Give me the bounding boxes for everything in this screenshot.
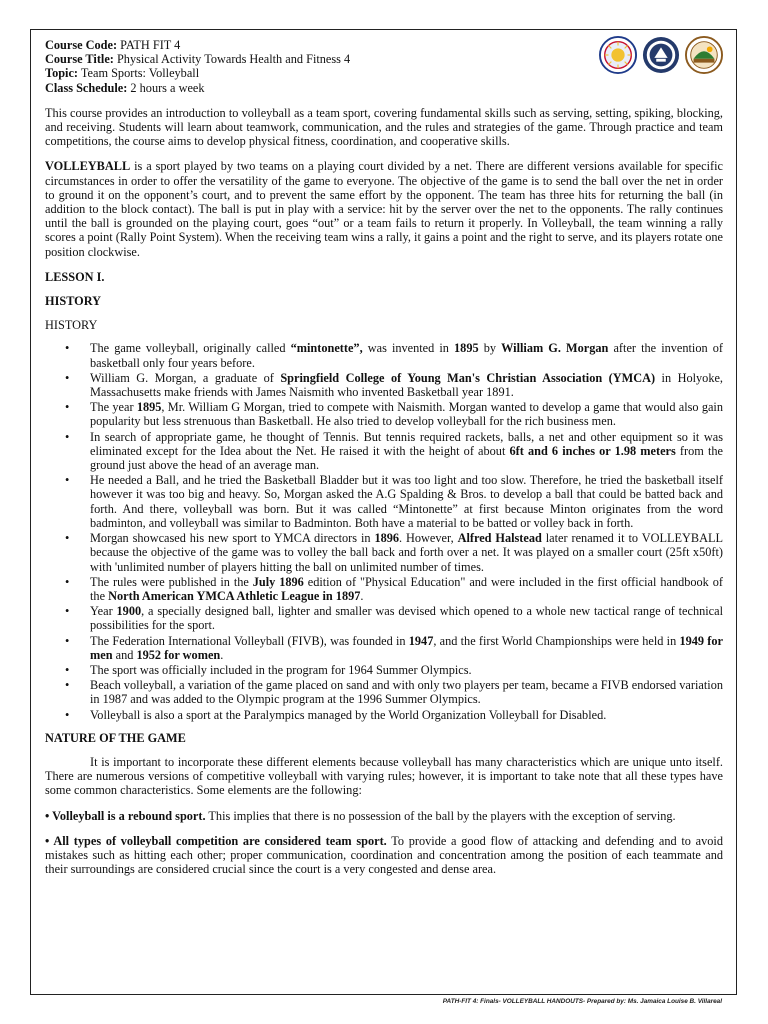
history-bullet-item — [65, 604, 723, 633]
bullet-icon: • — [65, 341, 70, 356]
bullet-icon: • — [65, 531, 70, 546]
text-run: Year — [90, 604, 117, 619]
bold-text: July 1896 — [252, 574, 304, 589]
history-bullet-item — [65, 678, 723, 707]
course-code-value: PATH FIT 4 — [120, 38, 181, 52]
bullet-icon: • — [65, 633, 70, 648]
volleyball-term: VOLLEYBALL — [45, 159, 131, 174]
schedule-value: 2 hours a week — [130, 80, 205, 95]
document-body — [45, 38, 723, 876]
bold-text: 1900 — [116, 604, 142, 619]
text-run: , and the first World Championships were held in — [433, 633, 680, 648]
text-run: by — [478, 341, 502, 356]
text-run: in Holyoke, Massachusetts make friends with James Naismith who invented Basketball year 1891. — [90, 370, 724, 400]
bullet-icon: • — [65, 473, 70, 488]
bold-text: 1896 — [374, 531, 400, 546]
university-seal-icon — [599, 36, 637, 74]
text-run: William G. Morgan, a graduate of — [90, 370, 281, 385]
schedule-line — [45, 81, 723, 95]
text-run: from the ground just above the head of an average man. — [90, 443, 723, 473]
text-run: . However, — [399, 531, 458, 546]
text-run: Volleyball is also a sport at the Paralympics managed by the World Organization Volleyball for Disabled. — [90, 707, 607, 722]
text-run: Morgan showcased his new sport to YMCA directors in — [90, 531, 375, 546]
course-title-value: Physical Activity Towards Health and Fitness 4 — [116, 52, 351, 67]
bold-text: 1952 for women — [136, 647, 221, 662]
bold-text: 1895 — [136, 400, 162, 415]
bullet-icon: • — [65, 678, 70, 693]
nature-point-lead: • All types of volleyball competition are considered team sport. — [45, 833, 387, 848]
bullet-icon: • — [65, 707, 70, 722]
college-seal-icon — [642, 36, 680, 74]
volleyball-definition — [45, 159, 723, 258]
schedule-label: Class Schedule: — [45, 80, 128, 95]
text-run: The rules were published in the — [90, 574, 253, 589]
nature-point-text: To provide a good flow of attacking and defending and to avoid mistakes such as hitting each other; proper communication, coordination and concentration among the position of each teammate and their surroundings are considered crucial since the court is a very congested and dense area. — [45, 833, 723, 877]
history-bullet-item — [65, 662, 723, 677]
bold-text: 1895 — [454, 341, 479, 356]
bullet-icon: • — [65, 574, 70, 589]
text-run: The game volleyball, originally called — [90, 341, 291, 356]
bullet-icon: • — [65, 370, 70, 385]
history-bullet-item — [65, 531, 723, 574]
nature-point-lead: • Volleyball is a rebound sport. — [45, 808, 206, 823]
history-bullet-item — [65, 574, 723, 603]
history-subheading: HISTORY — [45, 318, 98, 333]
course-title-label: Course Title: — [45, 52, 114, 67]
bullet-icon: • — [65, 604, 70, 619]
text-run: The year — [90, 400, 137, 415]
history-bullet-item — [65, 633, 723, 662]
nature-intro: It is important to incorporate these different elements because volleyball has many characteristics which are unique unto itself. There are numerous versions of competitive volleyball with varying rules; however, it is important to take note that all these types have some common characteristics. Some elements are the following: — [45, 754, 723, 798]
bullet-icon: • — [65, 429, 70, 444]
department-seal-icon — [685, 36, 723, 74]
text-run: edition of "Physical Education" and were included in the first official handbook of the — [90, 574, 723, 603]
bold-text: “mintonette”, — [290, 341, 363, 356]
bold-text: 6ft and 6 inches or 1.98 meters — [509, 443, 676, 458]
nature-heading: NATURE OF THE GAME — [45, 730, 186, 745]
history-bullet-item — [65, 473, 723, 530]
bullet-icon: • — [65, 662, 70, 677]
history-bullet-item — [65, 429, 723, 473]
bullet-icon: • — [65, 400, 70, 415]
text-run: The sport was officially included in the program for 1964 Summer Olympics. — [90, 662, 472, 677]
bold-text: William G. Morgan — [501, 341, 609, 356]
history-bullet-list — [45, 341, 723, 721]
nature-point-text: This implies that there is no possession of the ball by the players with the exception of serving. — [205, 808, 676, 823]
text-run: In search of appropriate game, he thought of Tennis. But tennis required rackets, balls, a net and other equipment so it was eliminated except for the Idea about the Net. He raised it with the height of about — [90, 429, 723, 458]
header-logos — [599, 36, 723, 74]
text-run: was invented in — [362, 341, 455, 356]
text-run: . — [360, 588, 364, 603]
text-run: . — [220, 647, 224, 662]
text-run: later renamed it to VOLLEYBALL because the objective of the game was to volley the ball back and forth over a net. It was played on a smaller court (25ft x50ft) with 'unlimited number of players hitting the ball on unlimited number of times. — [90, 531, 723, 574]
bold-text: Alfred Halstead — [457, 531, 542, 546]
nature-point — [45, 809, 723, 823]
course-code-label: Course Code: — [45, 38, 118, 52]
history-bullet-item — [65, 370, 724, 400]
history-bullet-item — [65, 707, 723, 722]
text-run: The Federation International Volleyball (FIVB), was founded in — [90, 633, 409, 648]
page-footer: PATH-FIT 4: Finals- VOLLEYBALL HANDOUTS- Prepared by: Ms. Jamaica Louise B. Villareal — [442, 998, 722, 1005]
text-run: , a specially designed ball, lighter and smaller was devised which opened to a whole new tactical range of technical possibilities for the sport. — [90, 604, 723, 633]
text-run: and — [112, 647, 137, 662]
bold-text: North American YMCA Athletic League in 1897 — [108, 588, 361, 603]
bold-text: 1949 for men — [90, 633, 723, 662]
text-run: after the invention of basketball only four years before. — [90, 341, 723, 370]
text-run: Beach volleyball, a variation of the game placed on sand and with only two players per team, became a FIVB endorsed variation in 1987 and was added to the Olympic program at the 1996 Summer Olympics. — [90, 678, 723, 707]
course-description: This course provides an introduction to volleyball as a team sport, covering fundamental skills such as serving, setting, spiking, blocking, and receiving. Students will learn about teamwork, communication, and the rules and strategies of the game. Through practice and team competitions, the course aims to develop physical fitness, coordination, and cooperative skills. — [45, 105, 723, 149]
text-run: He needed a Ball, and he tried the Basketball Bladder but it was too light and too slow. Therefore, he tried the basketball itself however it was too big and heavy. So, Morgan asked the A.G Spalding & Bros. to develop a ball that could be batted back and forth. And there, volleyball was born. But it was called “Mintonette” at first because Minton originates from the word badminton, and volleyball was similar to Badminton. Both have a material to be batted or volley back in forth. — [90, 473, 723, 530]
nature-point — [45, 834, 723, 877]
text-run: , Mr. William G Morgan, tried to compete with Naismith. Morgan wanted to develop a game that would also gain popularity but less strenuous than Basketball. He also tried to develop volleyball for the rich business men. — [90, 400, 723, 429]
volleyball-definition-text: is a sport played by two teams on a playing court divided by a net. There are different versions available for specific circumstances in order to offer the versatility of the game to everyone. The objective of the game is to send the ball over the net in order to ground it on the opponent’s court, and to prevent the same effort by the opponent. The team has three hits for returning the ball (in addition to the block contact). The ball is put in play with a service: hit by the server over the net to the opponents. The rally continues until the ball is grounded on the playing court, goes “out” or a team fails to return it properly. In Volleyball, the team winning a rally scores a point (Rally Point System). When the receiving team wins a rally, it gains a point and the right to serve, and its players rotate one position clockwise. — [45, 159, 723, 259]
topic-value: Team Sports: Volleyball — [80, 66, 200, 81]
bold-text: 1947 — [408, 633, 434, 648]
history-bullet-item — [65, 341, 723, 370]
topic-label: Topic: — [45, 66, 79, 81]
lesson-label: LESSON I. — [45, 269, 105, 284]
bold-text: Springfield College of Young Man's Christian Association (YMCA) — [280, 370, 656, 385]
history-heading: HISTORY — [45, 294, 102, 309]
history-bullet-item — [65, 400, 723, 429]
